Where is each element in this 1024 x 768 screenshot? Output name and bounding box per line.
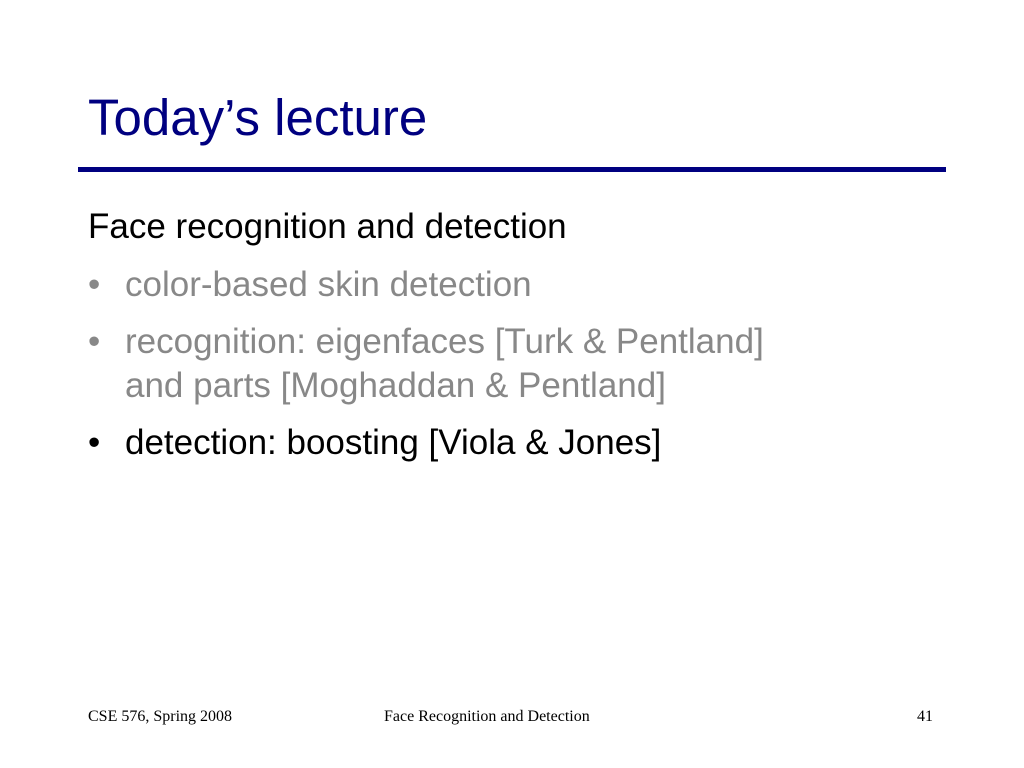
bullet-dot-icon: • xyxy=(88,265,101,304)
bullet-item-detection xyxy=(88,421,948,465)
footer-page-number: 41 xyxy=(917,708,933,725)
bullet-text: detection: boosting [Viola & Jones] xyxy=(125,423,662,462)
bullet-dot-icon: • xyxy=(88,423,101,462)
bullet-text-line-1: recognition: eigenfaces [Turk & Pentland] xyxy=(125,322,764,361)
footer-course: CSE 576, Spring 2008 xyxy=(88,708,233,725)
footer-topic: Face Recognition and Detection xyxy=(384,708,590,725)
bullet-dot-icon: • xyxy=(88,322,101,361)
section-heading: Face recognition and detection xyxy=(88,207,567,246)
bullet-item-recognition xyxy=(88,320,948,408)
slide-title: Today’s lecture xyxy=(88,89,428,146)
title-underline xyxy=(78,167,946,172)
bullet-text: color-based skin detection xyxy=(125,265,532,304)
slide-body xyxy=(88,205,948,478)
bullet-item-skin-detection xyxy=(88,263,948,307)
bullet-text-line-2: and parts [Moghaddan & Pentland] xyxy=(125,366,666,405)
